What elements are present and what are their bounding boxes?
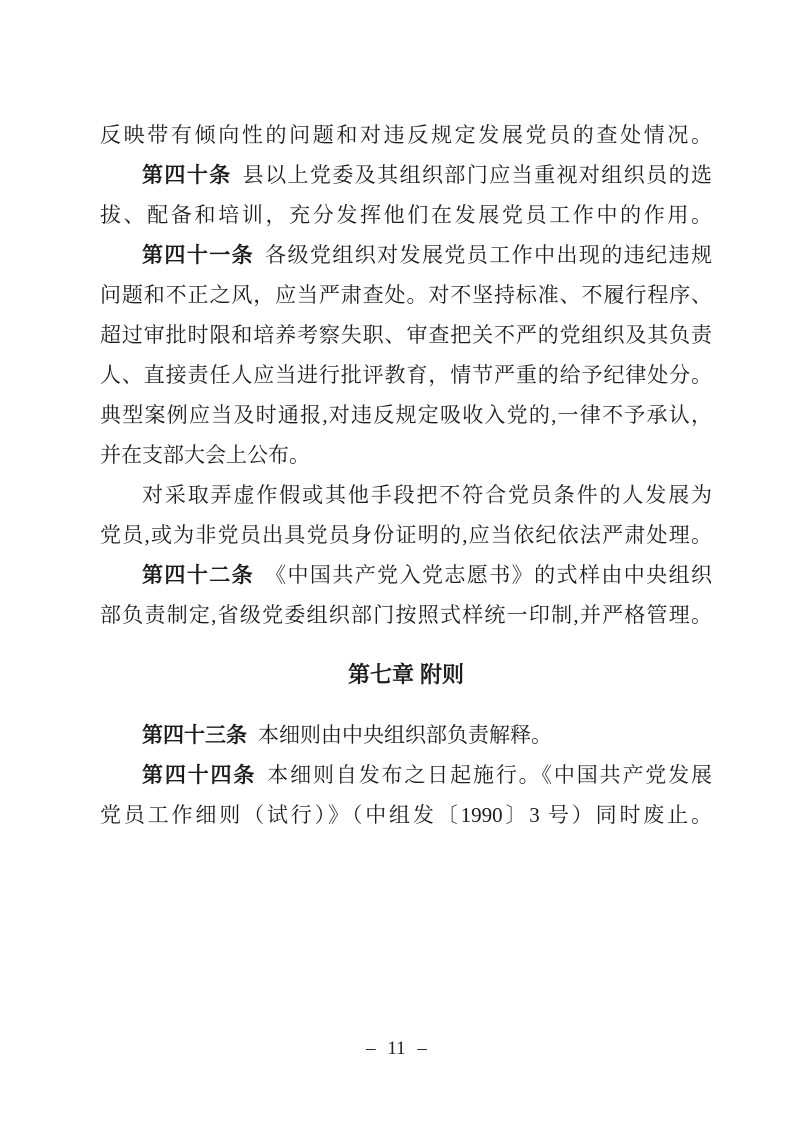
- text-line: [100, 515, 712, 555]
- text-line: [100, 435, 712, 475]
- line-text: 典型案例应当及时通报,对违反规定吸收入党的,一律不予承认，: [100, 403, 712, 427]
- line-text: 县以上党委及其组织部门应当重视对组织员的选: [242, 163, 713, 187]
- text-line: [100, 715, 712, 755]
- page-number: – 11 –: [366, 1038, 427, 1059]
- line-text: 《中国共产党入党志愿书》的式样由中央组织: [265, 563, 713, 587]
- article-number: 第四十一条: [142, 244, 255, 267]
- text-line: [100, 235, 712, 275]
- text-line: [100, 595, 712, 635]
- article-number: 第四十四条: [142, 764, 257, 787]
- text-line: [100, 475, 712, 515]
- line-text: 并在支部大会上公布。: [100, 443, 310, 467]
- line-text: 党员,或为非党员出具党员身份证明的,应当依纪依法严肃处理。: [100, 523, 712, 547]
- line-text: 党员工作细则（试行）》（中组发〔1990〕3 号）同时废止。: [100, 803, 712, 827]
- text-line: [100, 755, 712, 795]
- text-line: [100, 195, 712, 235]
- document-body: [100, 115, 712, 835]
- text-line: [100, 355, 712, 395]
- line-text: 部负责制定,省级党委组织部门按照式样统一印制,并严格管理。: [100, 603, 712, 627]
- line-text: 本细则自发布之日起施行。《中国共产党发展: [267, 763, 713, 787]
- line-text: 人、直接责任人应当进行批评教育，情节严重的给予纪律处分。: [100, 363, 712, 387]
- text-line: [100, 395, 712, 435]
- text-line: [100, 155, 712, 195]
- line-text: 拔、配备和培训，充分发挥他们在发展党员工作中的作用。: [100, 203, 712, 227]
- text-line: [100, 315, 712, 355]
- line-text: 对采取弄虚作假或其他手段把不符合党员条件的人发展为: [142, 483, 712, 507]
- text-line: [100, 795, 712, 835]
- text-line: [100, 555, 712, 595]
- article-number: 第四十条: [142, 164, 232, 187]
- text-line: [100, 115, 712, 155]
- article-number: 第四十二条: [142, 564, 255, 587]
- chapter-heading: 第七章 附则: [347, 662, 465, 687]
- line-text: 本细则由中央组织部负责解释。: [258, 723, 552, 747]
- article-number: 第四十三条: [142, 724, 247, 747]
- text-line: [100, 275, 712, 315]
- line-text: 反映带有倾向性的问题和对违反规定发展党员的查处情况。: [100, 123, 712, 147]
- line-text: 各级党组织对发展党员工作中出现的违纪违规: [265, 243, 713, 267]
- line-text: 超过审批时限和培养考察失职、审查把关不严的党组织及其负责: [100, 323, 712, 347]
- line-text: 问题和不正之风，应当严肃查处。对不坚持标准、不履行程序、: [100, 283, 712, 307]
